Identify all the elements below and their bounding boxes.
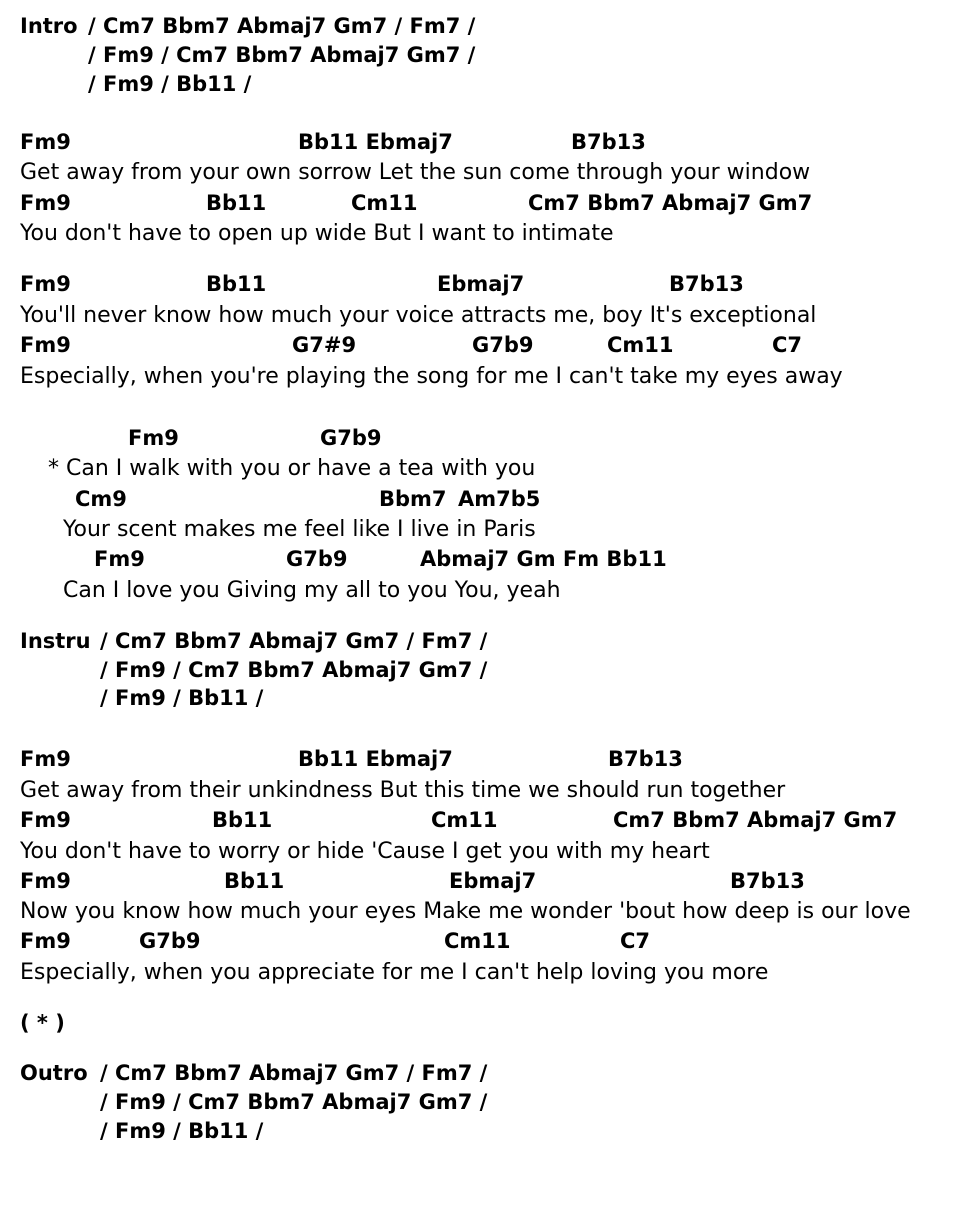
chord: G7#9 <box>292 333 357 357</box>
chord: Bb11 <box>224 869 285 893</box>
chord: G7b9 <box>320 426 382 450</box>
chord: Cm11 <box>351 191 418 215</box>
chord: Fm9 <box>20 333 71 357</box>
verse2-lyric-line-4: Especially, when you appreciate for me I can't help loving you more <box>20 960 769 985</box>
verse1-lyric-line-3: You'll never know how much your voice attracts me, boy It's exceptional <box>20 303 817 328</box>
chord: G7b9 <box>286 547 348 571</box>
chord: Fm9 <box>20 869 71 893</box>
chord: Fm9 <box>20 808 71 832</box>
chord: Cm11 <box>607 333 674 357</box>
chord: Fm9 <box>20 929 71 953</box>
chord: Fm9 <box>20 272 71 296</box>
verse1-lyric-line-1: Get away from your own sorrow Let the sun come through your window <box>20 160 811 185</box>
chord: Ebmaj7 <box>437 272 525 296</box>
chord: Fm9 <box>20 191 71 215</box>
outro-line-3: / Fm9 / Bb11 / <box>100 1119 264 1143</box>
verse2-lyric-line-1: Get away from their unkindness But this time we should run together <box>20 778 786 803</box>
chord: Ebmaj7 <box>449 869 537 893</box>
verse2-lyric-line-3: Now you know how much your eyes Make me wonder 'bout how deep is our love <box>20 899 911 924</box>
outro-line-2: / Fm9 / Cm7 Bbm7 Abmaj7 Gm7 / <box>100 1090 488 1114</box>
outro-line-1: / Cm7 Bbm7 Abmaj7 Gm7 / Fm7 / <box>100 1061 488 1085</box>
outro-label: Outro <box>20 1061 88 1085</box>
verse2-lyric-line-2: You don't have to worry or hide 'Cause I get you with my heart <box>20 839 710 864</box>
chord: B7b13 <box>571 130 646 154</box>
chord: Fm9 <box>94 547 145 571</box>
chord: Fm9 <box>20 747 71 771</box>
chord: C7 <box>772 333 803 357</box>
chord: G7b9 <box>472 333 534 357</box>
chord: Abmaj7 Gm Fm Bb11 <box>420 547 667 571</box>
instru-line-2: / Fm9 / Cm7 Bbm7 Abmaj7 Gm7 / <box>100 658 488 682</box>
chord: B7b13 <box>730 869 805 893</box>
chord: Fm9 <box>20 130 71 154</box>
chord: Bb11 Ebmaj7 <box>298 747 453 771</box>
chord: Bb11 Ebmaj7 <box>298 130 453 154</box>
chord: B7b13 <box>608 747 683 771</box>
chord: Cm11 <box>444 929 511 953</box>
chord: Bb11 <box>206 191 267 215</box>
intro-line-3: / Fm9 / Bb11 / <box>88 72 252 96</box>
intro-line-2: / Fm9 / Cm7 Bbm7 Abmaj7 Gm7 / <box>88 43 476 67</box>
chord: Fm9 <box>128 426 179 450</box>
verse1-lyric-line-2: You don't have to open up wide But I want to intimate <box>20 221 614 246</box>
verse1-lyric-line-4: Especially, when you're playing the song for me I can't take my eyes away <box>20 364 843 389</box>
chord: Cm7 Bbm7 Abmaj7 Gm7 <box>613 808 898 832</box>
chord: C7 <box>620 929 651 953</box>
intro-line-1: / Cm7 Bbm7 Abmaj7 Gm7 / Fm7 / <box>88 14 476 38</box>
chorus-lyric-line-3: Can I love you Giving my all to you You, yeah <box>63 578 561 603</box>
chord: Bb11 <box>212 808 273 832</box>
chord: B7b13 <box>669 272 744 296</box>
chord: Bbm7 <box>379 487 447 511</box>
instru-line-3: / Fm9 / Bb11 / <box>100 686 264 710</box>
chord: Cm7 Bbm7 Abmaj7 Gm7 <box>528 191 813 215</box>
chord: G7b9 <box>139 929 201 953</box>
chorus-lyric-line-2: Your scent makes me feel like I live in Paris <box>63 517 536 542</box>
chord: Bb11 <box>206 272 267 296</box>
intro-label: Intro <box>20 14 78 38</box>
chorus-lyric-line-1: * Can I walk with you or have a tea with you <box>48 456 536 481</box>
chorus-repeat-marker: ( * ) <box>20 1011 65 1035</box>
chord: Cm9 <box>75 487 127 511</box>
instru-line-1: / Cm7 Bbm7 Abmaj7 Gm7 / Fm7 / <box>100 629 488 653</box>
chord: Cm11 <box>431 808 498 832</box>
instru-label: Instru <box>20 629 91 653</box>
chord: Am7b5 <box>458 487 541 511</box>
